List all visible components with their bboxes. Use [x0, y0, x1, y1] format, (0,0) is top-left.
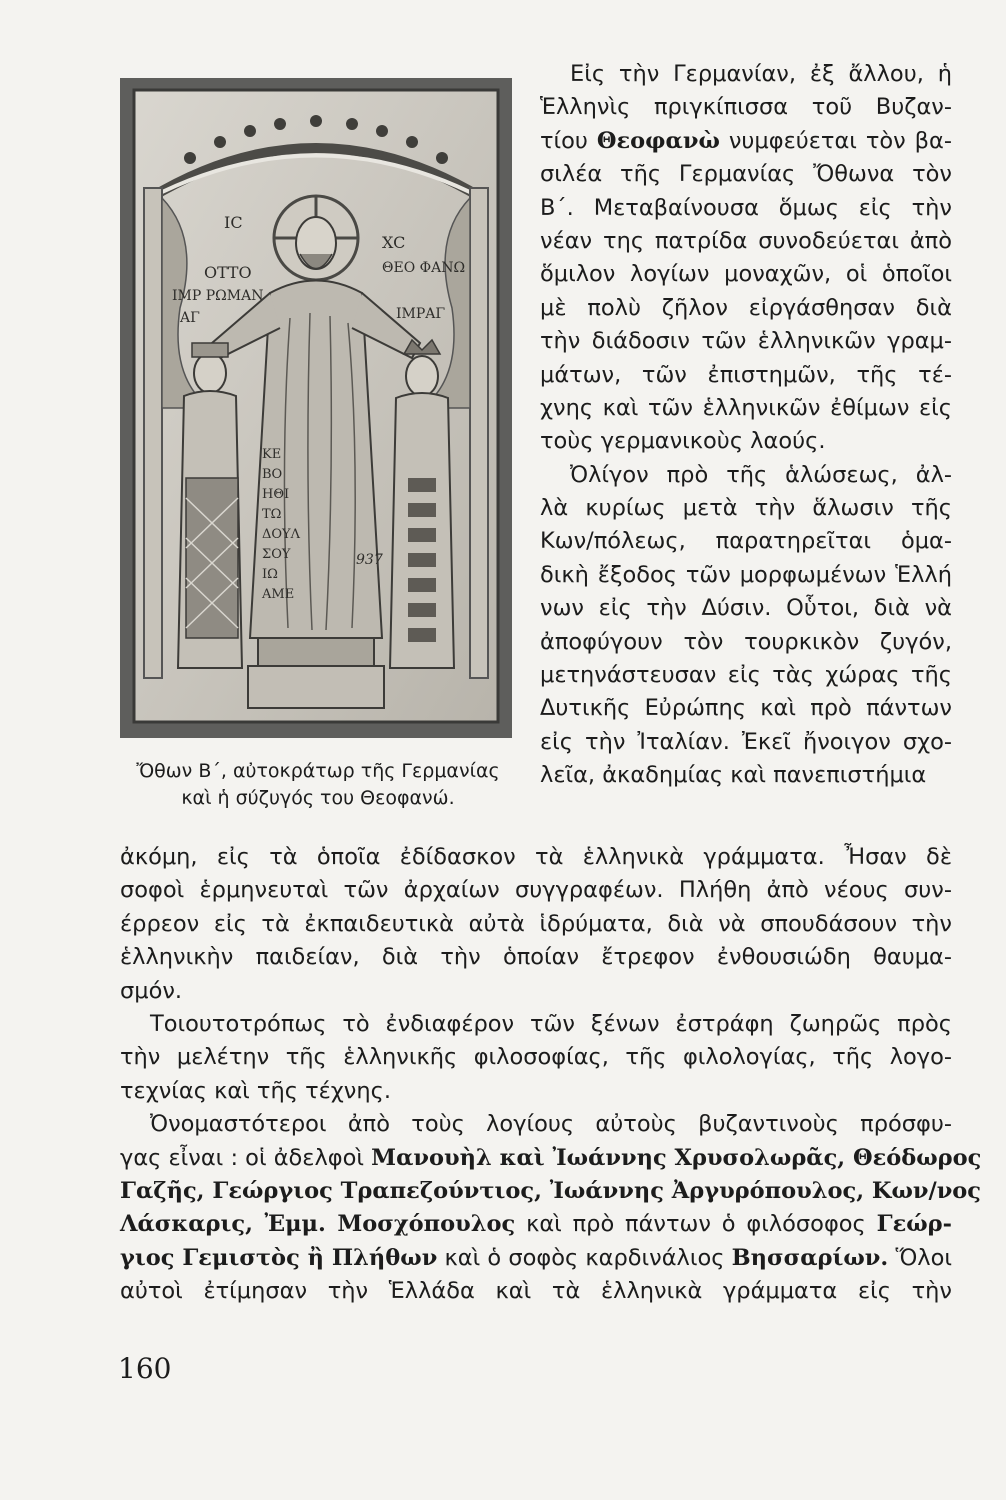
text-line: Ὀλίγον πρὸ τῆς ἁλώσεως, ἀλ- — [570, 461, 952, 488]
text-line: νέαν της πατρίδα συνοδεύεται ἀπὸ — [540, 227, 952, 254]
donor-inscription-5: ΔΟΥΛ — [262, 527, 301, 542]
right-column-text — [540, 58, 952, 793]
text-line: χνης καὶ τῶν ἑλληνικῶν ἐθίμων εἰς — [540, 394, 952, 421]
caption-line-1: Ὄθων Β΄, αὐτοκράτωρ τῆς Γερμανίας — [136, 760, 500, 782]
caption-line-2: καὶ ἡ σύζυγός του Θεοφανώ. — [181, 787, 455, 809]
text-line: Δυτικῆς Εὐρώπης καὶ πρὸ πάντων — [540, 695, 952, 722]
xc-inscription: XC — [382, 233, 406, 252]
text-line: μὲ πολὺ ζῆλον εἰργάσθησαν διὰ — [540, 294, 952, 321]
figure-caption — [108, 758, 528, 812]
ivory-relief-figure — [120, 78, 512, 738]
text-line: λεῖα, ἀκαδημίας καὶ πανεπιστήμια — [540, 762, 927, 789]
text-line: ἀκόμη, εἰς τὰ ὁποῖα ἐδίδασκον τὰ ἑλληνικὰ γράμματα. Ἦσαν δὲ — [120, 844, 952, 870]
text-line: Κων/πόλεως, παρατηρεῖται ὁμα- — [540, 528, 952, 555]
donor-inscription-1: ΚΕ — [262, 447, 282, 462]
text-line: νων εἰς τὴν Δύσιν. Οὗτοι, διὰ νὰ — [540, 595, 952, 622]
text-line: ἑλληνικὴν παιδείαν, διὰ τὴν ὁποίαν ἔτρεφον ἐνθουσιώδη θαυμα- — [120, 944, 952, 971]
text-line: Γαζῆς, Γεώργιος Τραπεζούντιος, Ἰωάννης Ἀργυρόπουλος, Κων/νος — [120, 1177, 982, 1204]
text-line: σοφοὶ ἑρμηνευταὶ τῶν ἀρχαίων συγγραφέων. Πλήθη ἀπὸ νέους συν- — [120, 877, 952, 904]
text-line: τοὺς γερμανικοὺς λαούς. — [540, 428, 826, 455]
donor-inscription-3: ΗΘΙ — [262, 487, 290, 502]
text-line: αὐτοὶ ἐτίμησαν τὴν Ἑλλάδα καὶ τὰ ἑλληνικὰ γράμματα εἰς τὴν — [120, 1278, 952, 1305]
text-line: μάτων, τῶν ἐπιστημῶν, τῆς τέ- — [540, 361, 952, 388]
text-line: έρρεον εἰς τὰ ἐκπαιδευτικὰ αὐτὰ ἱδρύματα, διὰ νὰ σπουδάσουν τὴν — [120, 910, 952, 937]
text-line: σιλέα τῆς Γερμανίας Ὄθωνα τὸν — [540, 161, 952, 188]
text-line: μετηνάστευσαν εἰς τὰς χώρας τῆς — [540, 662, 952, 689]
text-line: τὴν μελέτην τῆς ἑλληνικῆς φιλοσοφίας, τῆς φιλολογίας, τῆς λογο- — [120, 1044, 952, 1071]
imp-romanorum-inscription: ΙΜΡ ΡΩΜΑΝ — [172, 288, 264, 304]
text-line: λὰ κυρίως μετὰ τὴν ἅλωσιν τῆς — [540, 495, 952, 522]
text-line: δικὴ ἔξοδος τῶν μορφωμένων Ἑλλή — [540, 561, 952, 588]
aug-inscription: ΑΓ — [180, 310, 200, 326]
text-line: ὅμιλον λογίων μοναχῶν, οἱ ὁποῖοι — [540, 261, 952, 288]
text-line: τὴν διάδοσιν τῶν ἑλληνικῶν γραμ- — [540, 328, 952, 355]
donor-inscription-6: ΣΟΥ — [262, 547, 291, 562]
text-line: γιος Γεμιστὸς ἢ Πλήθων καὶ ὁ σοφὸς καρδινάλιος Βησσαρίων. Ὅλοι — [120, 1244, 952, 1271]
text-line: τίου Θεοφανὼ νυμφεύεται τὸν βα- — [540, 127, 952, 154]
ivory-relief-illustration — [120, 78, 512, 738]
donor-inscription-2: ΒΟ — [262, 467, 283, 482]
text-line: ἀποφύγουν τὸν τουρκικὸν ζυγόν, — [540, 628, 952, 655]
text-line: Ἑλληνὶς πριγκίπισσα τοῦ Βυζαν- — [540, 94, 952, 121]
donor-inscription-4: ΤΩ — [262, 507, 282, 522]
full-width-text — [120, 841, 982, 1308]
text-line: σμόν. — [120, 977, 183, 1004]
text-line: Ὀνομαστότεροι ἀπὸ τοὺς λογίους αὐτοὺς βυζαντινοὺς πρόσφυ- — [150, 1111, 952, 1138]
otto-inscription: ΟΤΤΟ — [204, 263, 252, 282]
text-line: τεχνίας καὶ τῆς τέχνης. — [120, 1077, 391, 1104]
text-line: Λάσκαρις, Ἐμμ. Μοσχόπουλος καὶ πρὸ πάντων ὁ φιλόσοφος Γεώρ- — [120, 1211, 952, 1238]
imp-aug-inscription: ΙΜΡΑΓ — [396, 306, 446, 322]
theophano-inscription: ΘΕΟ ΦΑΝΩ — [382, 260, 466, 276]
text-line: εἰς τὴν Ἰταλίαν. Ἐκεῖ ἤνοιγον σχο- — [540, 728, 952, 755]
donor-inscription-7: ΙΩ — [262, 567, 278, 582]
ic-inscription: IC — [224, 213, 243, 232]
text-line: Β΄. Μεταβαίνουσα ὅμως εἰς τὴν — [540, 194, 952, 221]
text-line: γας εἶναι : οἱ ἀδελφοὶ Μανουὴλ καὶ Ἰωάννης Χρυσολωρᾶς, Θεόδωρος — [120, 1144, 982, 1171]
donor-inscription-8: ΑΜΕ — [262, 587, 295, 602]
text-line: Τοιουτοτρόπως τὸ ἐνδιαφέρον τῶν ξένων ἐστράφη ζωηρῶς πρὸς — [150, 1010, 952, 1037]
date-inscription: 937 — [356, 552, 383, 568]
page-number: 160 — [118, 1352, 172, 1385]
text-line: Εἰς τὴν Γερμανίαν, ἐξ ἄλλου, ἡ — [570, 61, 952, 87]
